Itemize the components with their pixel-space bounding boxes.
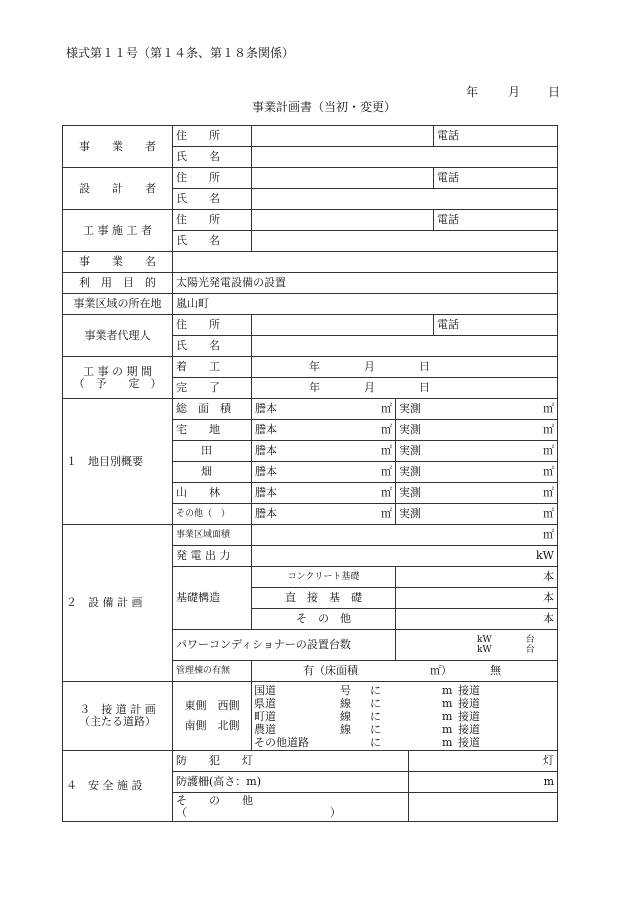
period-label-line2: （ 予 定 ） (73, 376, 162, 390)
mgmt-label: 管理棟の有無 (173, 661, 252, 682)
project-name-row (63, 252, 558, 273)
business-plan-table (62, 125, 558, 822)
survey-cell[interactable]: 実測 ㎡ (396, 462, 558, 483)
agent-name-value[interactable] (252, 336, 558, 357)
land-name: その他（ ） (173, 504, 252, 525)
pcs-value[interactable]: kW 台 kW 台 (396, 630, 558, 661)
project-name-label: 事 業 名 (63, 252, 173, 273)
road-detail-row: 県道 線 に m 接道 (254, 696, 480, 710)
agent-address-value[interactable] (252, 315, 434, 336)
foundation-item: 直 接 基 礎 (252, 588, 396, 609)
facility-area-row (63, 525, 558, 546)
road-detail-row: 農道 線 に m 接道 (254, 722, 480, 736)
form-number: 様式第１１号（第１４条、第１８条関係） (66, 46, 295, 60)
land-row-total (63, 399, 558, 420)
area-value[interactable]: ㎡ (252, 525, 558, 546)
end-label: 完 了 (173, 378, 252, 399)
name-label: 氏 名 (173, 189, 252, 210)
survey-cell[interactable]: 実測 ㎡ (396, 504, 558, 525)
mgmt-value[interactable]: 有（床面積 ㎡） 無 (252, 661, 558, 682)
phone-label[interactable]: 電話 (434, 210, 558, 231)
location-label: 事業区域の所在地 (63, 294, 173, 315)
area-label: 事業区域面積 (173, 525, 252, 546)
foundation-count[interactable]: 本 (396, 609, 558, 630)
agent-address-row (63, 315, 558, 336)
ledger-cell[interactable]: 謄本 ㎡ (252, 441, 396, 462)
address-label: 住 所 (173, 168, 252, 189)
address-label: 住 所 (173, 315, 252, 336)
period-label-line1: 工 事 の 期 間 (83, 364, 152, 378)
output-value[interactable]: kW (252, 546, 558, 567)
purpose-value[interactable]: 太陽光発電設備の設置 (173, 273, 558, 294)
agent-label: 事業者代理人 (63, 315, 173, 357)
name-label: 氏 名 (173, 336, 252, 357)
location-value[interactable]: 嵐山町 (173, 294, 558, 315)
road-row (63, 682, 558, 751)
project-name-value[interactable] (173, 252, 558, 273)
date-day: 日 (548, 85, 561, 99)
operator-label: 事 業 者 (63, 126, 173, 168)
designer-address-row (63, 168, 558, 189)
safety-other-value[interactable] (409, 793, 558, 822)
designer-name-value[interactable] (252, 189, 558, 210)
road-details[interactable] (252, 682, 558, 751)
foundation-item: そ の 他 (252, 609, 396, 630)
foundation-count[interactable]: 本 (396, 567, 558, 588)
address-label: 住 所 (173, 126, 252, 147)
date-line (466, 83, 560, 100)
fence-value[interactable]: m (409, 772, 558, 793)
land-name: 田 (173, 441, 252, 462)
ledger-cell[interactable]: 謄本 ㎡ (252, 399, 396, 420)
road-detail-row: その他道路 に m 接道 (254, 735, 480, 749)
crime-light-label: 防 犯 灯 (173, 751, 409, 772)
designer-label: 設 計 者 (63, 168, 173, 210)
operator-address-value[interactable] (252, 126, 434, 147)
ledger-cell[interactable]: 謄本 ㎡ (252, 462, 396, 483)
safety-other-label[interactable]: そ の 他 （ ） (173, 793, 409, 822)
land-name: 畑 (173, 462, 252, 483)
address-label: 住 所 (173, 210, 252, 231)
purpose-label: 利 用 目 的 (63, 273, 173, 294)
period-start-row (63, 357, 558, 378)
foundation-label: 基礎構造 (173, 567, 252, 630)
period-label (63, 357, 173, 399)
document-title: 事業計画書（当初・変更） (252, 100, 397, 114)
road-directions[interactable]: 東側 西側 南側 北側 (173, 682, 252, 751)
purpose-row (63, 273, 558, 294)
fence-label: 防護柵(高さ：m) (173, 772, 409, 793)
location-row (63, 294, 558, 315)
designer-address-value[interactable] (252, 168, 434, 189)
date-year: 年 (466, 85, 479, 99)
end-date-value[interactable]: 年 月 日 (252, 378, 558, 399)
start-label: 着 工 (173, 357, 252, 378)
survey-cell[interactable]: 実測 ㎡ (396, 399, 558, 420)
operator-address-row (63, 126, 558, 147)
road-detail-row: 町道 線 に m 接道 (254, 709, 480, 723)
survey-cell[interactable]: 実測 ㎡ (396, 441, 558, 462)
land-name: 宅 地 (173, 420, 252, 441)
contractor-name-value[interactable] (252, 231, 558, 252)
output-label: 発 電 出 力 (173, 546, 252, 567)
ledger-cell[interactable]: 謄本 ㎡ (252, 483, 396, 504)
land-name: 総 面 積 (173, 399, 252, 420)
crime-light-value[interactable]: 灯 (409, 751, 558, 772)
contractor-address-row (63, 210, 558, 231)
phone-label[interactable]: 電話 (434, 315, 558, 336)
foundation-count[interactable]: 本 (396, 588, 558, 609)
start-date-value[interactable]: 年 月 日 (252, 357, 558, 378)
name-label: 氏 名 (173, 147, 252, 168)
ledger-cell[interactable]: 謄本 ㎡ (252, 504, 396, 525)
survey-cell[interactable]: 実測 ㎡ (396, 420, 558, 441)
pcs-label: パワーコンディショナーの設置台数 (173, 630, 396, 661)
phone-label[interactable]: 電話 (434, 126, 558, 147)
ledger-cell[interactable]: 謄本 ㎡ (252, 420, 396, 441)
contractor-address-value[interactable] (252, 210, 434, 231)
name-label: 氏 名 (173, 231, 252, 252)
road-detail-row: 国道 号 に m 接道 (254, 683, 480, 697)
facility-section-label: ２ 設 備 計 画 (63, 525, 173, 682)
foundation-item: コンクリート基礎 (252, 567, 396, 588)
date-month: 月 (508, 85, 521, 99)
land-name: 山 林 (173, 483, 252, 504)
road-section-label: ３ 接 道 計 画 （主たる道路） (63, 682, 173, 751)
survey-cell[interactable]: 実測 ㎡ (396, 483, 558, 504)
safety-section-label: ４ 安 全 施 設 (63, 751, 173, 822)
operator-name-value[interactable] (252, 147, 558, 168)
contractor-label: 工 事 施 工 者 (63, 210, 173, 252)
crime-light-row (63, 751, 558, 772)
land-section-label: １ 地目別概要 (63, 399, 173, 525)
phone-label[interactable]: 電話 (434, 168, 558, 189)
